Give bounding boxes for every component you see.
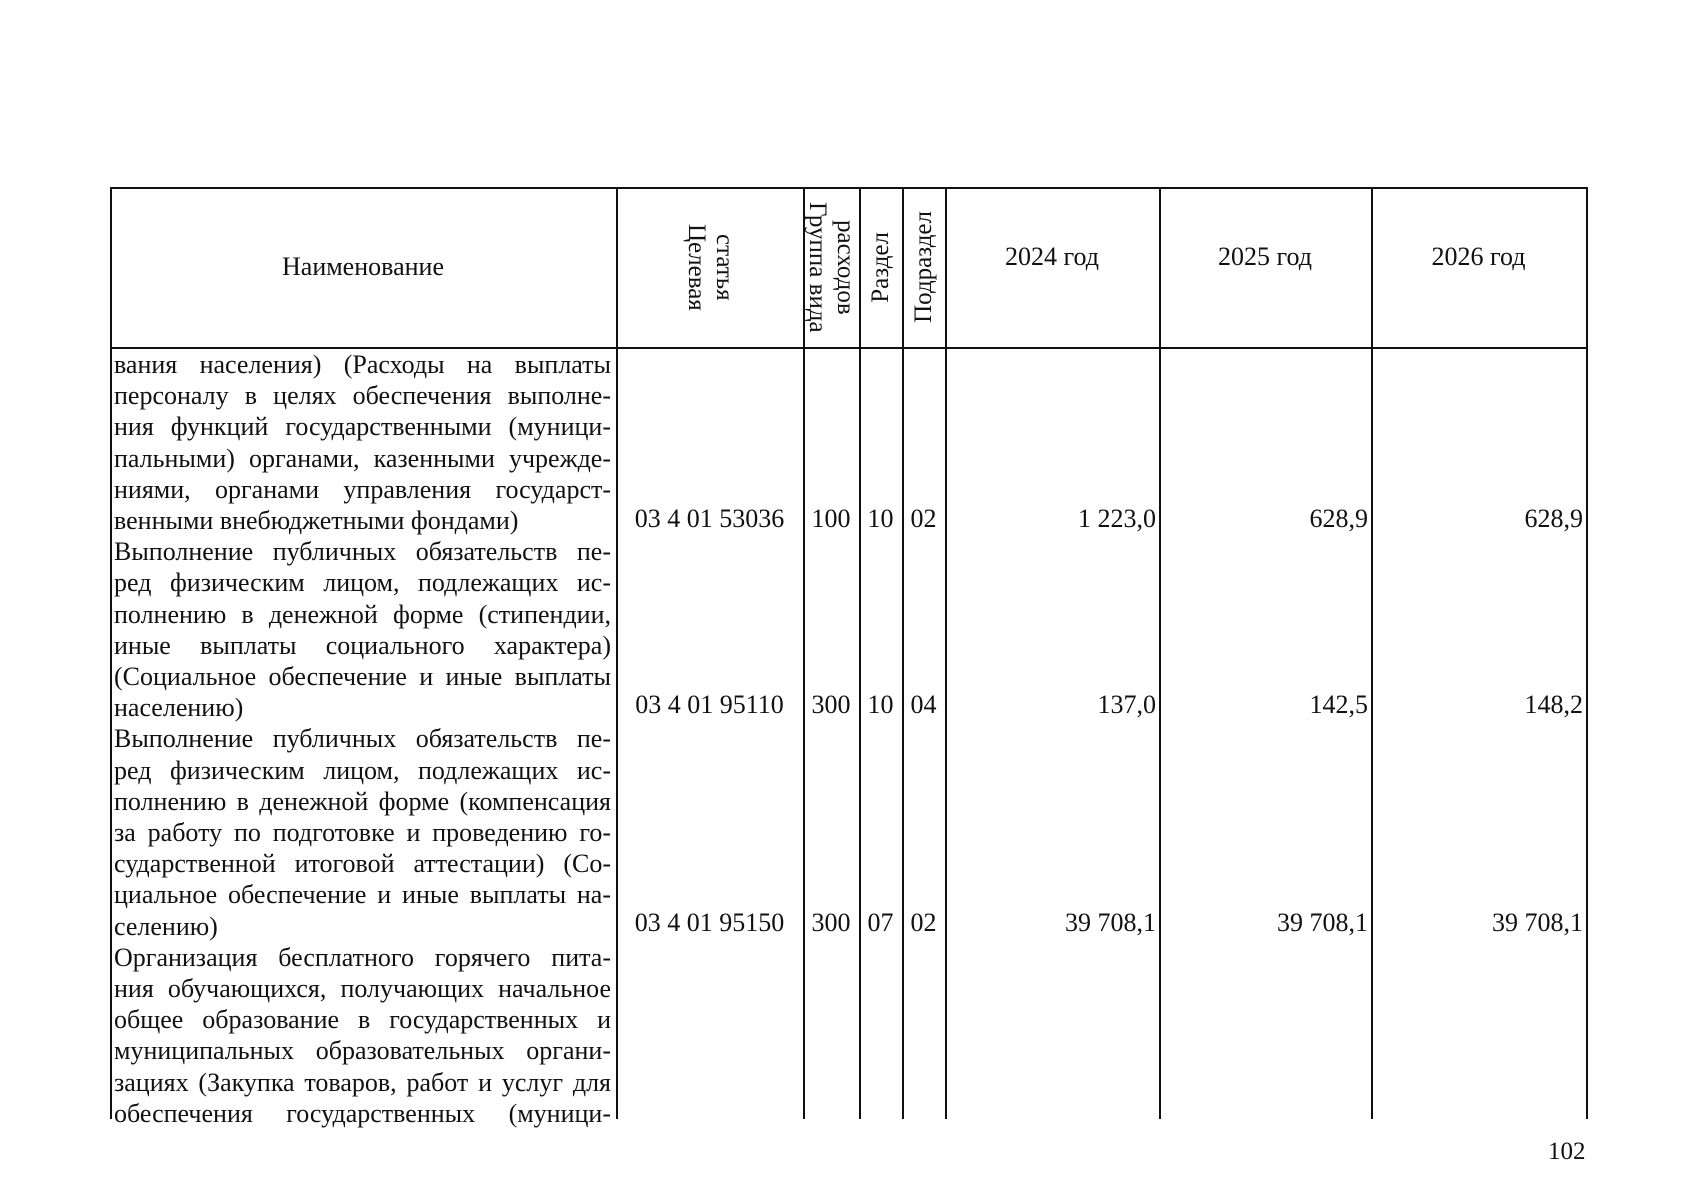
row3-line3: полнению в денежной форме (компенсация bbox=[114, 786, 611, 816]
header-2026 bbox=[1371, 187, 1586, 327]
row3-line4: за работу по подготовке и проведению го- bbox=[114, 818, 611, 848]
row4-line6: обеспечения государственных (муници- bbox=[114, 1098, 611, 1128]
row3-line6: циальное обеспечение и иные выплаты на- bbox=[114, 880, 611, 910]
header-target-article-line1: Целевая bbox=[682, 223, 710, 311]
row1-2026: 628,9 bbox=[1524, 504, 1583, 533]
row4-line3: общее образование в государственных и bbox=[114, 1005, 611, 1035]
table-row bbox=[114, 942, 611, 1129]
page-number: 102 bbox=[1548, 1138, 1586, 1165]
col-border bbox=[1586, 187, 1588, 1119]
table-row bbox=[114, 536, 611, 723]
header-section-label: Раздел bbox=[866, 231, 894, 303]
row1-subsection: 02 bbox=[910, 504, 937, 533]
table-row bbox=[114, 723, 611, 941]
row3-line7: селению) bbox=[114, 911, 218, 941]
row3-group: 300 bbox=[811, 908, 851, 937]
row2-line4: иные выплаты социального характера) bbox=[114, 630, 611, 660]
row1-code: 03 4 01 53036 bbox=[634, 504, 785, 533]
row1-line1: вания населения) (Расходы на выплаты bbox=[114, 350, 611, 379]
budget-table bbox=[110, 187, 1588, 1128]
header-name-label: Наименование bbox=[282, 252, 444, 281]
header-name bbox=[110, 187, 616, 347]
row4-line2: ния обучающихся, получающих начальное bbox=[114, 974, 611, 1004]
row4-line5: зациях (Закупка товаров, работ и услуг для bbox=[114, 1067, 611, 1097]
header-section bbox=[859, 187, 902, 347]
row2-group: 300 bbox=[811, 690, 851, 719]
row2-line5: (Социальное обеспечение и иные выплаты bbox=[114, 662, 611, 692]
row1-line4: пальными) органами, казенными учрежде- bbox=[114, 443, 611, 473]
header-2024 bbox=[945, 187, 1159, 327]
row1-line5: ниями, органами управления государст- bbox=[114, 474, 611, 504]
row2-line6: населению) bbox=[114, 693, 244, 723]
row1-line6: венными внебюджетными фондами) bbox=[114, 506, 519, 536]
header-2026-label: 2026 год bbox=[1431, 242, 1526, 271]
header-target-article bbox=[616, 187, 803, 347]
header-expense-group bbox=[803, 187, 859, 347]
row3-2024: 39 708,1 bbox=[1065, 908, 1156, 937]
row3-2025: 39 708,1 bbox=[1277, 908, 1368, 937]
row1-section: 10 bbox=[867, 504, 894, 533]
row2-2025: 142,5 bbox=[1309, 690, 1368, 719]
row4-line4: муниципальных образовательных органи- bbox=[114, 1036, 611, 1066]
header-expense-group-line2: расходов bbox=[832, 219, 859, 315]
row2-line3: полнению в денежной форме (стипендии, bbox=[114, 599, 611, 629]
row2-code: 03 4 01 95110 bbox=[635, 690, 784, 719]
header-subsection-label: Подраздел bbox=[909, 211, 937, 323]
row2-subsection: 04 bbox=[910, 690, 937, 719]
header-target-article-line2: статья bbox=[710, 233, 738, 301]
row1-line3: ния функций государственными (муници- bbox=[114, 412, 611, 442]
row2-line1: Выполнение публичных обязательств пе- bbox=[114, 537, 611, 567]
table-row bbox=[114, 349, 611, 536]
row2-2024: 137,0 bbox=[1097, 690, 1156, 719]
row3-section: 07 bbox=[867, 908, 894, 937]
row1-2025: 628,9 bbox=[1309, 504, 1368, 533]
row2-line2: ред физическим лицом, подлежащих ис- bbox=[114, 568, 611, 598]
header-2025 bbox=[1159, 187, 1371, 327]
row2-2026: 148,2 bbox=[1524, 690, 1583, 719]
row1-group: 100 bbox=[811, 504, 851, 533]
row3-line2: ред физическим лицом, подлежащих ис- bbox=[114, 755, 611, 785]
row3-line5: сударственной итоговой аттестации) (Со- bbox=[114, 849, 611, 879]
row3-2026: 39 708,1 bbox=[1492, 908, 1583, 937]
row3-code: 03 4 01 95150 bbox=[634, 908, 785, 937]
name-column bbox=[114, 349, 611, 1129]
header-2025-label: 2025 год bbox=[1218, 242, 1312, 271]
row3-line1: Выполнение публичных обязательств пе- bbox=[114, 724, 611, 754]
row1-line2: персоналу в целях обеспечения выполне- bbox=[114, 381, 611, 411]
header-expense-group-line1: Группа вида bbox=[804, 201, 831, 333]
row3-subsection: 02 bbox=[910, 908, 937, 937]
row1-2024: 1 223,0 bbox=[1078, 504, 1156, 533]
header-subsection bbox=[902, 187, 945, 347]
row2-section: 10 bbox=[867, 690, 894, 719]
row4-line1: Организация бесплатного горячего пита- bbox=[114, 942, 611, 972]
header-2024-label: 2024 год bbox=[1005, 242, 1099, 271]
